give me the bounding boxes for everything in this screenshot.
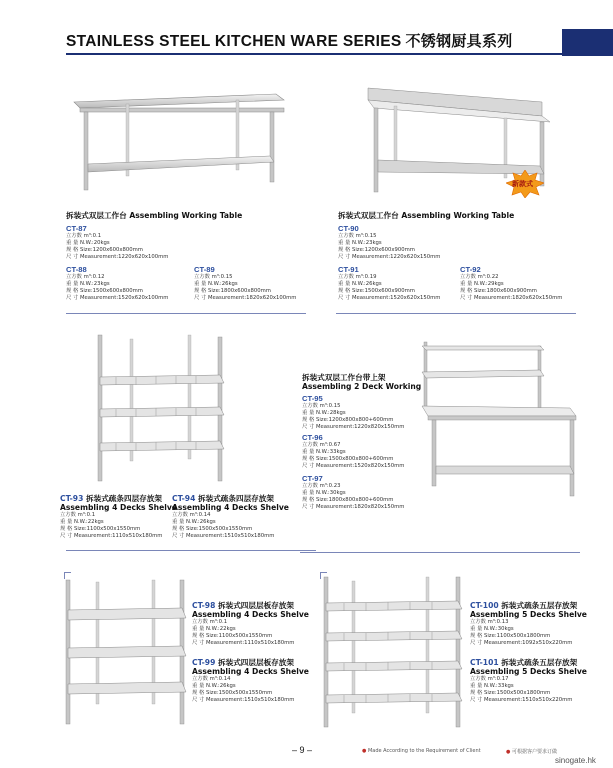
header-rule (66, 53, 562, 55)
product-image-working-table-with-overshelf (420, 340, 578, 500)
spec-line: 重 量 N.W.:30kgs (302, 490, 346, 496)
section-rule (336, 313, 576, 314)
new-style-badge (506, 170, 544, 198)
title-cn: 不锈钢厨具系列 (405, 32, 513, 50)
section-rule (66, 550, 316, 551)
spec-line: 重 量 N.W.:26kgs (172, 519, 216, 525)
spec-line: 规 格 Size:1800x600x800mm (194, 288, 271, 294)
badge-text: 新款式 (512, 180, 533, 188)
product-code: CT-97 (302, 474, 323, 483)
product-name-cn: 拆装式四层层板存放架 (218, 601, 294, 610)
spec-block (302, 442, 404, 470)
spec-line: 规 格 Size:1500x600x800mm (66, 288, 143, 294)
page-number: – 9 – (292, 745, 313, 755)
product-code: CT-98 (192, 601, 216, 610)
spec-block (192, 676, 294, 704)
spec-line: 重 量 N.W.:23kgs (66, 281, 110, 287)
product-code: CT-89 (194, 265, 215, 274)
spec-line: 规 格 Size:1500x800x800+600mm (302, 456, 394, 462)
spec-line: 尺 寸 Measurement:1820x620x150mm (460, 295, 563, 301)
spec-line: 立方数 m³:0.19 (338, 274, 377, 280)
spec-line: 立方数 m³:0.1 (66, 233, 102, 239)
spec-line: 尺 寸 Measurement:1510x510x220mm (470, 697, 573, 703)
spec-line: 规 格 Size:1500x500x1800mm (470, 690, 551, 696)
spec-line: 尺 寸 Measurement:1110x510x180mm (192, 640, 295, 646)
spec-line: 立方数 m³:0.1 (192, 619, 228, 625)
product-name-en: Assembling 4 Decks Shelve (172, 503, 289, 512)
spec-line: 重 量 N.W.:22kgs (60, 519, 104, 525)
spec-block (338, 274, 440, 302)
product-name-cn: 拆装式疏条五层存放架 (501, 658, 578, 667)
product-name-en: Assembling 5 Decks Shelve (470, 667, 587, 676)
footer-note-cn (506, 748, 557, 755)
product-code: CT-91 (338, 265, 359, 274)
spec-block (66, 233, 168, 261)
spec-line: 重 量 N.W.:23kgs (338, 240, 382, 246)
spec-block (338, 233, 440, 261)
spec-block (302, 483, 404, 511)
spec-line: 尺 寸 Measurement:1510x510x180mm (172, 533, 275, 539)
spec-line: 立方数 m³:0.15 (338, 233, 377, 239)
product-name-cn: 拆装式四层层板存放架 (218, 658, 294, 667)
spec-line: 重 量 N.W.:20kgs (66, 240, 110, 246)
footer-note-cn-text: 可根据客户要求订做 (511, 749, 557, 755)
spec-line: 规 格 Size:1200x600x900mm (338, 247, 415, 253)
header-accent-block (562, 29, 613, 56)
product-name-cn: 拆装式疏条五层存放架 (501, 601, 578, 610)
spec-line: 立方数 m³:0.1 (60, 512, 96, 518)
product-image-4-deck-solid-shelf (64, 578, 188, 728)
spec-line: 规 格 Size:1200x800x800+600mm (302, 417, 394, 423)
product-name-cn: 拆装式疏条四层存放架 (86, 494, 162, 503)
spec-block (66, 274, 168, 302)
spec-line: 尺 寸 Measurement:1520x820x150mm (302, 463, 405, 469)
spec-block (172, 512, 274, 540)
spec-line: 尺 寸 Measurement:1220x620x100mm (66, 254, 169, 260)
spec-line: 规 格 Size:1200x600x800mm (66, 247, 143, 253)
spec-block (194, 274, 296, 302)
spec-line: 尺 寸 Measurement:1092x510x220mm (470, 640, 573, 646)
spec-block (470, 676, 572, 704)
bullet-icon: ● (362, 748, 367, 754)
spec-line: 重 量 N.W.:26kgs (192, 683, 236, 689)
product-name-en: Assembling 5 Decks Shelve (470, 610, 587, 619)
product-code: CT-95 (302, 394, 323, 403)
spec-line: 立方数 m³:0.14 (172, 512, 211, 518)
spec-block (192, 619, 294, 647)
spec-line: 立方数 m³:0.15 (302, 403, 341, 409)
spec-line: 尺 寸 Measurement:1220x620x150mm (338, 254, 441, 260)
spec-line: 规 格 Size:1800x600x900mm (460, 288, 537, 294)
title-en: STAINLESS STEEL KITCHEN WARE SERIES (66, 33, 402, 50)
spec-line: 规 格 Size:1500x500x1550mm (172, 526, 253, 532)
spec-line: 立方数 m³:0.13 (470, 619, 509, 625)
spec-line: 立方数 m³:0.15 (194, 274, 233, 280)
spec-line: 立方数 m³:0.22 (460, 274, 499, 280)
spec-line: 规 格 Size:1100x500x1800mm (470, 633, 551, 639)
spec-line: 重 量 N.W.:30kgs (470, 626, 514, 632)
spec-line: 尺 寸 Measurement:1520x620x100mm (66, 295, 169, 301)
site-watermark: sinogate.hk (555, 756, 596, 765)
spec-line: 重 量 N.W.:26kgs (194, 281, 238, 287)
section-rule (66, 313, 306, 314)
product-heading-cn: 拆装式双层工作台带上架 (302, 373, 386, 382)
spec-line: 尺 寸 Measurement:1510x510x180mm (192, 697, 295, 703)
spec-line: 规 格 Size:1100x500x1550mm (60, 526, 141, 532)
spec-line: 立方数 m³:0.67 (302, 442, 341, 448)
product-name-en: Assembling 4 Decks Shelve (192, 667, 309, 676)
product-name-en: Assembling 4 Decks Shelve (60, 503, 177, 512)
product-code: CT-90 (338, 224, 359, 233)
corner-mark (320, 572, 327, 579)
spec-line: 重 量 N.W.:26kgs (338, 281, 382, 287)
spec-line: 重 量 N.W.:29kgs (460, 281, 504, 287)
product-image-4-deck-slatted-shelf (96, 333, 226, 483)
spec-line: 立方数 m³:0.17 (470, 676, 509, 682)
product-heading-en: Assembling 2 Deck Working (302, 382, 422, 391)
product-code: CT-96 (302, 433, 323, 442)
product-code: CT-94 (172, 494, 196, 503)
spec-line: 重 量 N.W.:33kgs (302, 449, 346, 455)
section-rule (300, 552, 580, 553)
spec-line: 规 格 Size:1500x600x900mm (338, 288, 415, 294)
product-code: CT-101 (470, 658, 499, 667)
spec-line: 规 格 Size:1100x500x1550mm (192, 633, 273, 639)
product-name-en: Assembling 4 Decks Shelve (192, 610, 309, 619)
spec-line: 重 量 N.W.:22kgs (192, 626, 236, 632)
product-image-5-deck-slatted-shelf (322, 575, 464, 731)
product-code: CT-100 (470, 601, 499, 610)
product-heading: 拆装式双层工作台 Assembling Working Table (338, 211, 515, 220)
spec-block (460, 274, 562, 302)
product-code: CT-88 (66, 265, 87, 274)
spec-line: 重 量 N.W.:28kgs (302, 410, 346, 416)
page-title (66, 30, 513, 51)
footer-note-en (362, 748, 481, 754)
footer-note-en-text: Made According to the Requirement of Client (367, 748, 481, 754)
product-heading: 拆装式双层工作台 Assembling Working Table (66, 211, 243, 220)
product-code: CT-87 (66, 224, 87, 233)
spec-line: 尺 寸 Measurement:1820x820x150mm (302, 504, 405, 510)
spec-block (302, 403, 404, 431)
corner-mark (64, 572, 71, 579)
spec-block (60, 512, 162, 540)
product-name-cn: 拆装式疏条四层存放架 (198, 494, 274, 503)
spec-block (470, 619, 572, 647)
product-code: CT-99 (192, 658, 216, 667)
spec-line: 立方数 m³:0.23 (302, 483, 341, 489)
spec-line: 立方数 m³:0.12 (66, 274, 105, 280)
spec-line: 尺 寸 Measurement:1220x820x150mm (302, 424, 405, 430)
spec-line: 规 格 Size:1500x500x1550mm (192, 690, 273, 696)
product-code: CT-93 (60, 494, 84, 503)
spec-line: 规 格 Size:1800x800x800+600mm (302, 497, 394, 503)
product-image-working-table (66, 86, 286, 196)
spec-line: 尺 寸 Measurement:1110x510x180mm (60, 533, 163, 539)
spec-line: 重 量 N.W.:33kgs (470, 683, 514, 689)
spec-line: 尺 寸 Measurement:1820x620x100mm (194, 295, 297, 301)
spec-line: 立方数 m³:0.14 (192, 676, 231, 682)
bullet-icon: ● (506, 749, 511, 755)
product-code: CT-92 (460, 265, 481, 274)
spec-line: 尺 寸 Measurement:1520x620x150mm (338, 295, 441, 301)
